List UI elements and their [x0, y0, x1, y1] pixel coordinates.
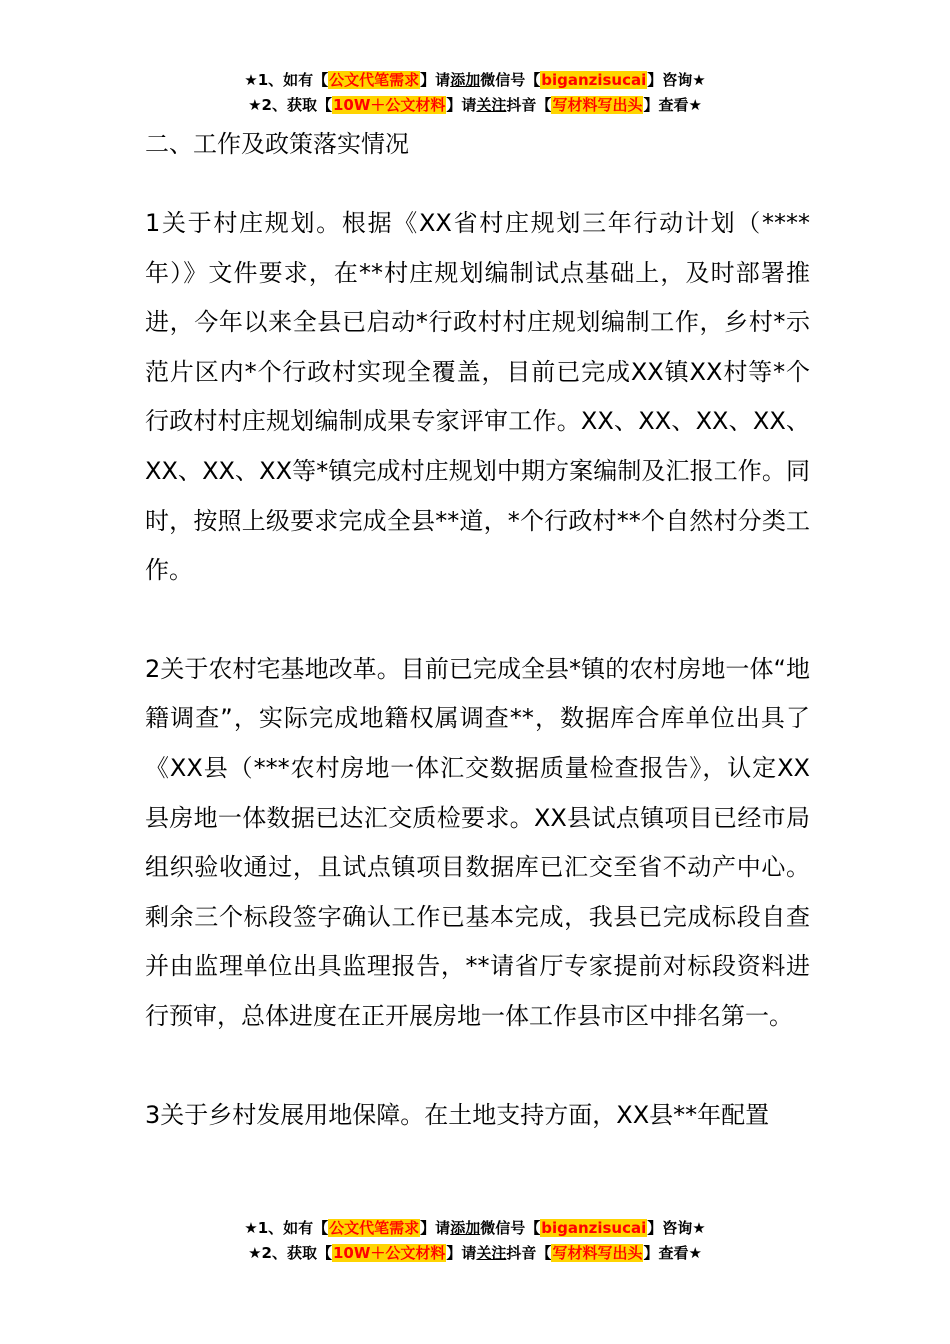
section-heading: 二、工作及政策落实情况: [145, 130, 409, 158]
banner-text: 】请: [420, 1219, 451, 1237]
banner-highlight: 10W＋公文材料: [332, 96, 446, 114]
banner-line-1: [0, 1216, 950, 1241]
paragraph-land-use-guarantee: 3关于乡村发展用地保障。在土地支持方面，XX县**年配置: [145, 1100, 770, 1129]
banner-text: 】请: [446, 96, 477, 114]
banner-line-1: [0, 68, 950, 93]
banner-text: 微信号【: [480, 71, 541, 89]
document-body: [145, 124, 810, 1140]
banner-text: ★1、如有【: [244, 71, 329, 89]
banner-text: 】请: [446, 1244, 477, 1262]
header-banner: [0, 68, 950, 118]
banner-text: 】查看★: [643, 1244, 702, 1262]
banner-text: 】请: [420, 71, 451, 89]
footer-banner: [0, 1216, 950, 1266]
banner-line-2: [0, 1241, 950, 1266]
banner-highlight: 写材料写出头: [552, 1244, 643, 1262]
banner-text: 抖音【: [506, 1244, 552, 1262]
banner-highlight: biganzisucai: [541, 1219, 647, 1237]
banner-emphasis: 添加: [450, 1219, 481, 1237]
paragraph-village-planning: 1关于村庄规划。根据《XX省村庄规划三年行动计划（****年）》文件要求，在**村庄规划编制试点基础上，及时部署推进，今年以来全县已启动*行政村村庄规划编制工作，乡村*示范片区内*个行政村实现全覆盖，目前已完成XX镇XX村等*个行政村村庄规划编制成果专家评审工作。XX、XX、XX、XX、XX、XX、XX等*镇完成村庄规划中期方案编制及汇报工作。同时，按照上级要求完成全县**道，*个行政村**个自然村分类工作。: [145, 209, 810, 585]
banner-highlight: biganzisucai: [541, 71, 647, 89]
banner-text: 】咨询★: [647, 71, 706, 89]
banner-highlight: 公文代笔需求: [329, 1219, 420, 1237]
banner-text: ★1、如有【: [244, 1219, 329, 1237]
banner-text: 】查看★: [643, 96, 702, 114]
banner-emphasis: 添加: [450, 71, 481, 89]
banner-text: 抖音【: [506, 96, 552, 114]
banner-highlight: 公文代笔需求: [329, 71, 420, 89]
banner-emphasis: 关注: [476, 96, 507, 114]
banner-emphasis: 关注: [476, 1244, 507, 1262]
banner-text: 微信号【: [480, 1219, 541, 1237]
banner-text: ★2、获取【: [248, 1244, 332, 1262]
banner-text: 】咨询★: [647, 1219, 706, 1237]
banner-highlight: 10W＋公文材料: [332, 1244, 446, 1262]
paragraph-homestead-reform: 2关于农村宅基地改革。目前已完成全县*镇的农村房地一体“地籍调查”，实际完成地籍权属调查**，数据库合库单位出具了《XX县（***农村房地一体汇交数据质量检查报告》，认定XX县房地一体数据已达汇交质检要求。XX县试点镇项目已经市局组织验收通过，且试点镇项目数据库已汇交至省不动产中心。剩余三个标段签字确认工作已基本完成，我县已完成标段自查并由监理单位出具监理报告，**请省厅专家提前对标段资料进行预审，总体进度在正开展房地一体工作县市区中排名第一。: [145, 654, 810, 1030]
banner-highlight: 写材料写出头: [552, 96, 643, 114]
banner-text: ★2、获取【: [248, 96, 332, 114]
banner-line-2: [0, 93, 950, 118]
